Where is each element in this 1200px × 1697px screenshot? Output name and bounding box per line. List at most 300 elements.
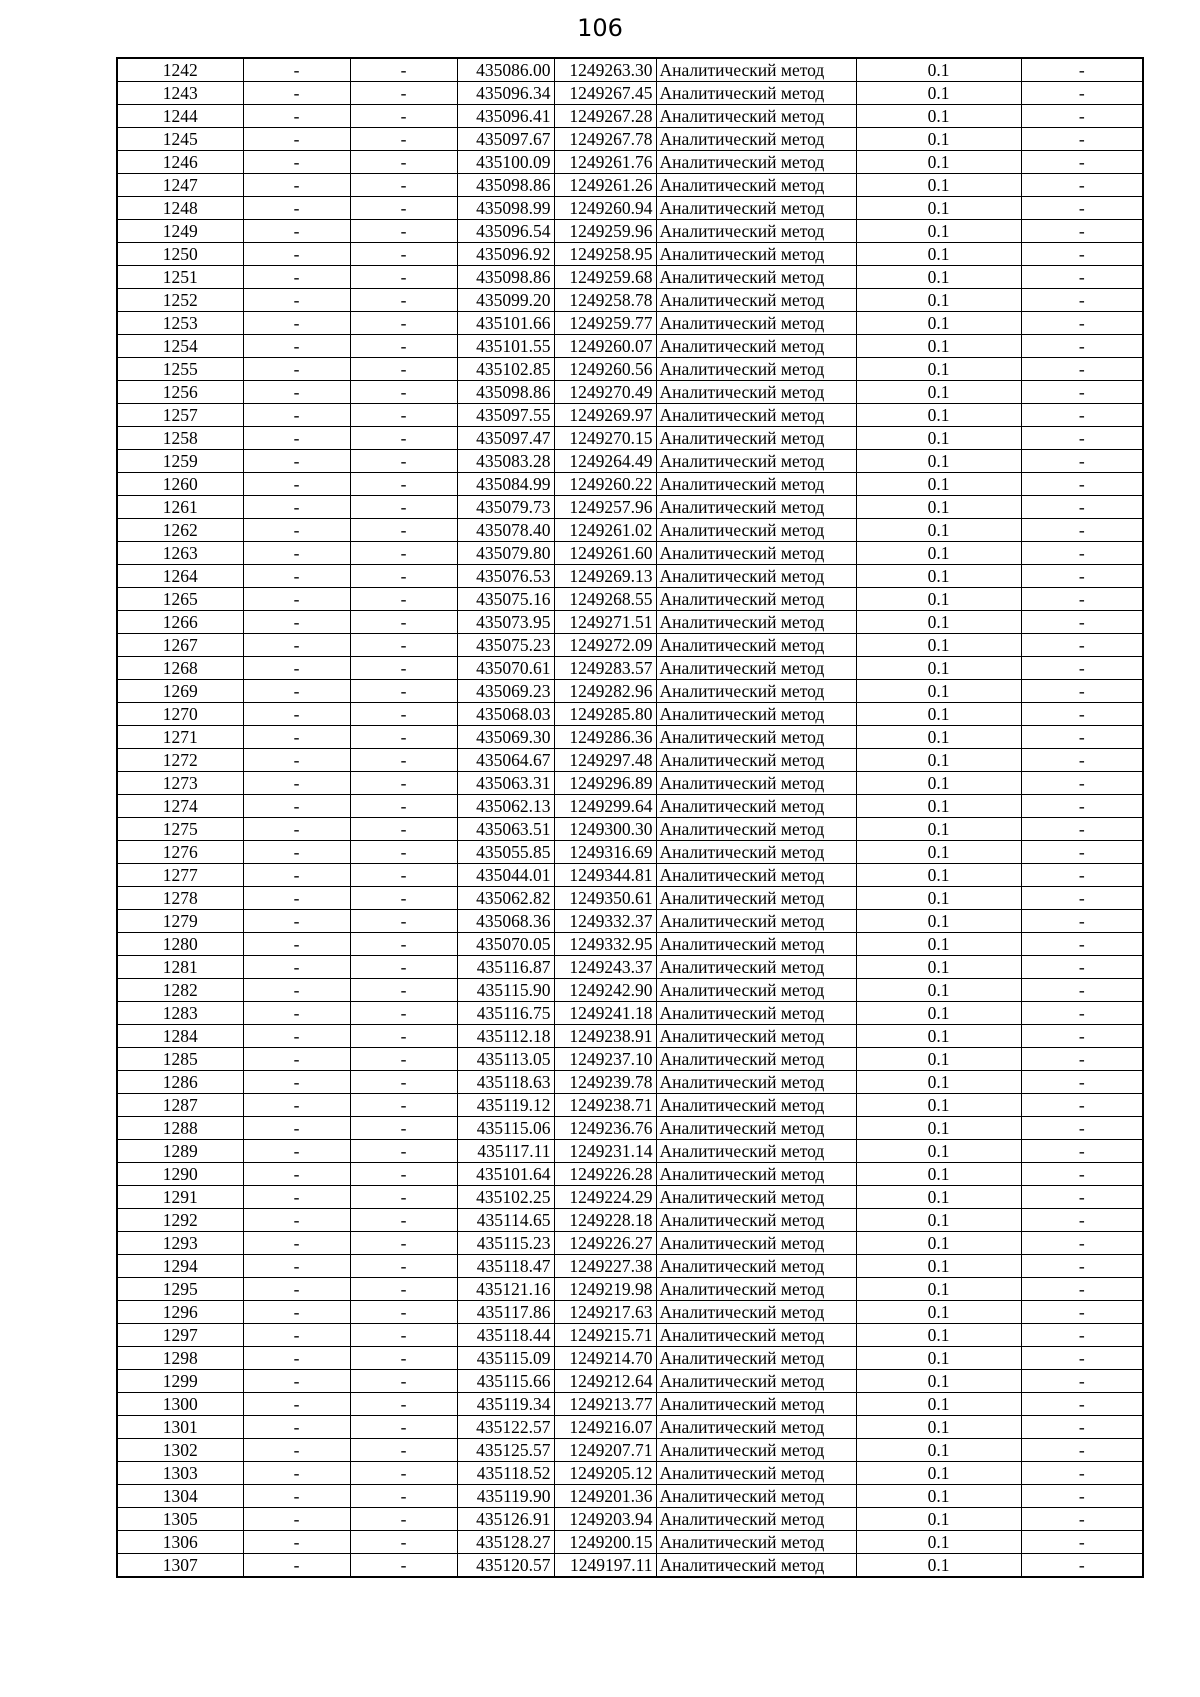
table-row <box>117 1255 1143 1278</box>
dash-cell: - <box>243 312 350 335</box>
x-coordinate-cell: 435064.67 <box>457 749 554 772</box>
point-number-cell: 1285 <box>117 1048 243 1071</box>
method-cell: Аналитический метод <box>656 611 856 634</box>
method-cell: Аналитический метод <box>656 1232 856 1255</box>
x-coordinate-cell: 435063.31 <box>457 772 554 795</box>
x-coordinate-cell: 435083.28 <box>457 450 554 473</box>
method-cell: Аналитический метод <box>656 542 856 565</box>
dash-cell: - <box>1021 749 1143 772</box>
y-coordinate-cell: 1249260.56 <box>554 358 656 381</box>
table-row <box>117 657 1143 680</box>
dash-cell: - <box>243 1416 350 1439</box>
dash-cell: - <box>350 427 457 450</box>
method-cell: Аналитический метод <box>656 496 856 519</box>
x-coordinate-cell: 435102.85 <box>457 358 554 381</box>
table-row <box>117 542 1143 565</box>
dash-cell: - <box>1021 1347 1143 1370</box>
dash-cell: - <box>243 105 350 128</box>
point-number-cell: 1281 <box>117 956 243 979</box>
dash-cell: - <box>350 381 457 404</box>
method-cell: Аналитический метод <box>656 358 856 381</box>
point-number-cell: 1257 <box>117 404 243 427</box>
x-coordinate-cell: 435113.05 <box>457 1048 554 1071</box>
method-cell: Аналитический метод <box>656 749 856 772</box>
point-number-cell: 1258 <box>117 427 243 450</box>
accuracy-cell: 0.1 <box>856 864 1021 887</box>
dash-cell: - <box>1021 795 1143 818</box>
x-coordinate-cell: 435119.12 <box>457 1094 554 1117</box>
method-cell: Аналитический метод <box>656 1347 856 1370</box>
dash-cell: - <box>350 1393 457 1416</box>
method-cell: Аналитический метод <box>656 1186 856 1209</box>
y-coordinate-cell: 1249269.97 <box>554 404 656 427</box>
accuracy-cell: 0.1 <box>856 1554 1021 1578</box>
dash-cell: - <box>350 1485 457 1508</box>
y-coordinate-cell: 1249344.81 <box>554 864 656 887</box>
point-number-cell: 1297 <box>117 1324 243 1347</box>
x-coordinate-cell: 435119.90 <box>457 1485 554 1508</box>
dash-cell: - <box>1021 680 1143 703</box>
dash-cell: - <box>1021 381 1143 404</box>
y-coordinate-cell: 1249224.29 <box>554 1186 656 1209</box>
dash-cell: - <box>350 749 457 772</box>
y-coordinate-cell: 1249270.15 <box>554 427 656 450</box>
dash-cell: - <box>243 795 350 818</box>
table-row <box>117 1117 1143 1140</box>
table-row <box>117 496 1143 519</box>
point-number-cell: 1260 <box>117 473 243 496</box>
x-coordinate-cell: 435098.86 <box>457 381 554 404</box>
dash-cell: - <box>243 864 350 887</box>
table-row <box>117 128 1143 151</box>
y-coordinate-cell: 1249272.09 <box>554 634 656 657</box>
dash-cell: - <box>1021 1186 1143 1209</box>
dash-cell: - <box>1021 1025 1143 1048</box>
x-coordinate-cell: 435102.25 <box>457 1186 554 1209</box>
y-coordinate-cell: 1249267.28 <box>554 105 656 128</box>
dash-cell: - <box>350 657 457 680</box>
accuracy-cell: 0.1 <box>856 634 1021 657</box>
y-coordinate-cell: 1249332.95 <box>554 933 656 956</box>
table-row <box>117 197 1143 220</box>
method-cell: Аналитический метод <box>656 1324 856 1347</box>
dash-cell: - <box>350 1301 457 1324</box>
dash-cell: - <box>350 266 457 289</box>
method-cell: Аналитический метод <box>656 703 856 726</box>
method-cell: Аналитический метод <box>656 1416 856 1439</box>
point-number-cell: 1248 <box>117 197 243 220</box>
dash-cell: - <box>1021 1094 1143 1117</box>
accuracy-cell: 0.1 <box>856 197 1021 220</box>
point-number-cell: 1242 <box>117 58 243 82</box>
y-coordinate-cell: 1249242.90 <box>554 979 656 1002</box>
y-coordinate-cell: 1249203.94 <box>554 1508 656 1531</box>
dash-cell: - <box>243 634 350 657</box>
accuracy-cell: 0.1 <box>856 105 1021 128</box>
method-cell: Аналитический метод <box>656 1301 856 1324</box>
dash-cell: - <box>1021 1232 1143 1255</box>
method-cell: Аналитический метод <box>656 657 856 680</box>
method-cell: Аналитический метод <box>656 381 856 404</box>
method-cell: Аналитический метод <box>656 335 856 358</box>
y-coordinate-cell: 1249214.70 <box>554 1347 656 1370</box>
y-coordinate-cell: 1249283.57 <box>554 657 656 680</box>
point-number-cell: 1291 <box>117 1186 243 1209</box>
accuracy-cell: 0.1 <box>856 1324 1021 1347</box>
dash-cell: - <box>243 1370 350 1393</box>
dash-cell: - <box>243 1048 350 1071</box>
table-row <box>117 1209 1143 1232</box>
dash-cell: - <box>350 726 457 749</box>
dash-cell: - <box>243 58 350 82</box>
accuracy-cell: 0.1 <box>856 1462 1021 1485</box>
table-row <box>117 1025 1143 1048</box>
x-coordinate-cell: 435079.80 <box>457 542 554 565</box>
dash-cell: - <box>1021 818 1143 841</box>
dash-cell: - <box>1021 82 1143 105</box>
dash-cell: - <box>350 128 457 151</box>
dash-cell: - <box>243 1094 350 1117</box>
table-row <box>117 680 1143 703</box>
table-row <box>117 611 1143 634</box>
table-row <box>117 910 1143 933</box>
x-coordinate-cell: 435120.57 <box>457 1554 554 1578</box>
table-row <box>117 1370 1143 1393</box>
x-coordinate-cell: 435101.66 <box>457 312 554 335</box>
point-number-cell: 1244 <box>117 105 243 128</box>
table-row <box>117 335 1143 358</box>
x-coordinate-cell: 435086.00 <box>457 58 554 82</box>
dash-cell: - <box>350 1508 457 1531</box>
dash-cell: - <box>350 1048 457 1071</box>
dash-cell: - <box>243 1531 350 1554</box>
method-cell: Аналитический метод <box>656 1531 856 1554</box>
accuracy-cell: 0.1 <box>856 956 1021 979</box>
point-number-cell: 1303 <box>117 1462 243 1485</box>
dash-cell: - <box>1021 1002 1143 1025</box>
dash-cell: - <box>243 1462 350 1485</box>
accuracy-cell: 0.1 <box>856 979 1021 1002</box>
dash-cell: - <box>243 1347 350 1370</box>
dash-cell: - <box>350 519 457 542</box>
x-coordinate-cell: 435062.82 <box>457 887 554 910</box>
accuracy-cell: 0.1 <box>856 519 1021 542</box>
point-number-cell: 1278 <box>117 887 243 910</box>
y-coordinate-cell: 1249228.18 <box>554 1209 656 1232</box>
accuracy-cell: 0.1 <box>856 749 1021 772</box>
method-cell: Аналитический метод <box>656 841 856 864</box>
table-row <box>117 1462 1143 1485</box>
method-cell: Аналитический метод <box>656 634 856 657</box>
table-row <box>117 864 1143 887</box>
accuracy-cell: 0.1 <box>856 703 1021 726</box>
dash-cell: - <box>1021 1324 1143 1347</box>
dash-cell: - <box>350 312 457 335</box>
point-number-cell: 1263 <box>117 542 243 565</box>
dash-cell: - <box>1021 1554 1143 1578</box>
dash-cell: - <box>243 749 350 772</box>
y-coordinate-cell: 1249268.55 <box>554 588 656 611</box>
x-coordinate-cell: 435070.05 <box>457 933 554 956</box>
y-coordinate-cell: 1249316.69 <box>554 841 656 864</box>
x-coordinate-cell: 435075.16 <box>457 588 554 611</box>
table-row <box>117 933 1143 956</box>
dash-cell: - <box>243 910 350 933</box>
table-row <box>117 105 1143 128</box>
y-coordinate-cell: 1249300.30 <box>554 818 656 841</box>
y-coordinate-cell: 1249226.27 <box>554 1232 656 1255</box>
x-coordinate-cell: 435100.09 <box>457 151 554 174</box>
table-row <box>117 220 1143 243</box>
dash-cell: - <box>350 1324 457 1347</box>
x-coordinate-cell: 435115.23 <box>457 1232 554 1255</box>
point-number-cell: 1246 <box>117 151 243 174</box>
dash-cell: - <box>350 1416 457 1439</box>
method-cell: Аналитический метод <box>656 979 856 1002</box>
x-coordinate-cell: 435084.99 <box>457 473 554 496</box>
method-cell: Аналитический метод <box>656 1462 856 1485</box>
accuracy-cell: 0.1 <box>856 1094 1021 1117</box>
dash-cell: - <box>243 1508 350 1531</box>
x-coordinate-cell: 435119.34 <box>457 1393 554 1416</box>
dash-cell: - <box>243 427 350 450</box>
accuracy-cell: 0.1 <box>856 496 1021 519</box>
x-coordinate-cell: 435097.47 <box>457 427 554 450</box>
table-row <box>117 818 1143 841</box>
x-coordinate-cell: 435101.55 <box>457 335 554 358</box>
x-coordinate-cell: 435115.66 <box>457 1370 554 1393</box>
y-coordinate-cell: 1249197.11 <box>554 1554 656 1578</box>
dash-cell: - <box>350 1209 457 1232</box>
accuracy-cell: 0.1 <box>856 427 1021 450</box>
point-number-cell: 1261 <box>117 496 243 519</box>
dash-cell: - <box>1021 404 1143 427</box>
table-row <box>117 473 1143 496</box>
dash-cell: - <box>243 1393 350 1416</box>
x-coordinate-cell: 435118.44 <box>457 1324 554 1347</box>
accuracy-cell: 0.1 <box>856 1140 1021 1163</box>
dash-cell: - <box>350 703 457 726</box>
method-cell: Аналитический метод <box>656 565 856 588</box>
accuracy-cell: 0.1 <box>856 1209 1021 1232</box>
dash-cell: - <box>350 358 457 381</box>
method-cell: Аналитический метод <box>656 1117 856 1140</box>
y-coordinate-cell: 1249267.78 <box>554 128 656 151</box>
dash-cell: - <box>243 1554 350 1578</box>
y-coordinate-cell: 1249259.77 <box>554 312 656 335</box>
y-coordinate-cell: 1249259.96 <box>554 220 656 243</box>
dash-cell: - <box>1021 1278 1143 1301</box>
y-coordinate-cell: 1249263.30 <box>554 58 656 82</box>
y-coordinate-cell: 1249201.36 <box>554 1485 656 1508</box>
y-coordinate-cell: 1249238.71 <box>554 1094 656 1117</box>
y-coordinate-cell: 1249257.96 <box>554 496 656 519</box>
dash-cell: - <box>1021 1071 1143 1094</box>
y-coordinate-cell: 1249237.10 <box>554 1048 656 1071</box>
point-number-cell: 1253 <box>117 312 243 335</box>
point-number-cell: 1287 <box>117 1094 243 1117</box>
dash-cell: - <box>243 128 350 151</box>
dash-cell: - <box>1021 519 1143 542</box>
dash-cell: - <box>350 289 457 312</box>
dash-cell: - <box>243 1071 350 1094</box>
accuracy-cell: 0.1 <box>856 335 1021 358</box>
dash-cell: - <box>350 588 457 611</box>
dash-cell: - <box>1021 105 1143 128</box>
dash-cell: - <box>243 1324 350 1347</box>
point-number-cell: 1295 <box>117 1278 243 1301</box>
point-number-cell: 1292 <box>117 1209 243 1232</box>
point-number-cell: 1256 <box>117 381 243 404</box>
table-row <box>117 588 1143 611</box>
dash-cell: - <box>350 1094 457 1117</box>
dash-cell: - <box>350 1462 457 1485</box>
point-number-cell: 1301 <box>117 1416 243 1439</box>
table-row <box>117 82 1143 105</box>
accuracy-cell: 0.1 <box>856 358 1021 381</box>
dash-cell: - <box>1021 910 1143 933</box>
x-coordinate-cell: 435078.40 <box>457 519 554 542</box>
x-coordinate-cell: 435055.85 <box>457 841 554 864</box>
table-row <box>117 1301 1143 1324</box>
table-row <box>117 703 1143 726</box>
dash-cell: - <box>350 1439 457 1462</box>
table-row <box>117 1163 1143 1186</box>
point-number-cell: 1265 <box>117 588 243 611</box>
table-row <box>117 1347 1143 1370</box>
point-number-cell: 1273 <box>117 772 243 795</box>
dash-cell: - <box>243 197 350 220</box>
dash-cell: - <box>1021 1462 1143 1485</box>
y-coordinate-cell: 1249260.07 <box>554 335 656 358</box>
dash-cell: - <box>243 1232 350 1255</box>
y-coordinate-cell: 1249243.37 <box>554 956 656 979</box>
dash-cell: - <box>243 956 350 979</box>
method-cell: Аналитический метод <box>656 174 856 197</box>
accuracy-cell: 0.1 <box>856 1278 1021 1301</box>
accuracy-cell: 0.1 <box>856 1416 1021 1439</box>
dash-cell: - <box>350 105 457 128</box>
x-coordinate-cell: 435118.52 <box>457 1462 554 1485</box>
point-number-cell: 1243 <box>117 82 243 105</box>
dash-cell: - <box>243 1439 350 1462</box>
accuracy-cell: 0.1 <box>856 128 1021 151</box>
dash-cell: - <box>1021 1439 1143 1462</box>
dash-cell: - <box>243 151 350 174</box>
point-number-cell: 1252 <box>117 289 243 312</box>
table-row <box>117 1232 1143 1255</box>
dash-cell: - <box>243 243 350 266</box>
x-coordinate-cell: 435115.90 <box>457 979 554 1002</box>
dash-cell: - <box>243 1163 350 1186</box>
point-number-cell: 1276 <box>117 841 243 864</box>
dash-cell: - <box>350 1002 457 1025</box>
dash-cell: - <box>243 450 350 473</box>
dash-cell: - <box>243 933 350 956</box>
dash-cell: - <box>1021 450 1143 473</box>
accuracy-cell: 0.1 <box>856 1048 1021 1071</box>
y-coordinate-cell: 1249205.12 <box>554 1462 656 1485</box>
point-number-cell: 1290 <box>117 1163 243 1186</box>
accuracy-cell: 0.1 <box>856 1255 1021 1278</box>
dash-cell: - <box>243 473 350 496</box>
dash-cell: - <box>350 335 457 358</box>
point-number-cell: 1274 <box>117 795 243 818</box>
y-coordinate-cell: 1249219.98 <box>554 1278 656 1301</box>
dash-cell: - <box>243 611 350 634</box>
y-coordinate-cell: 1249299.64 <box>554 795 656 818</box>
dash-cell: - <box>350 1186 457 1209</box>
dash-cell: - <box>243 1002 350 1025</box>
dash-cell: - <box>1021 611 1143 634</box>
point-number-cell: 1268 <box>117 657 243 680</box>
x-coordinate-cell: 435044.01 <box>457 864 554 887</box>
point-number-cell: 1280 <box>117 933 243 956</box>
point-number-cell: 1293 <box>117 1232 243 1255</box>
accuracy-cell: 0.1 <box>856 910 1021 933</box>
point-number-cell: 1255 <box>117 358 243 381</box>
coordinates-table <box>116 57 1144 1578</box>
y-coordinate-cell: 1249258.78 <box>554 289 656 312</box>
dash-cell: - <box>350 818 457 841</box>
point-number-cell: 1305 <box>117 1508 243 1531</box>
y-coordinate-cell: 1249285.80 <box>554 703 656 726</box>
x-coordinate-cell: 435073.95 <box>457 611 554 634</box>
method-cell: Аналитический метод <box>656 1048 856 1071</box>
x-coordinate-cell: 435063.51 <box>457 818 554 841</box>
y-coordinate-cell: 1249267.45 <box>554 82 656 105</box>
dash-cell: - <box>1021 1508 1143 1531</box>
table-row <box>117 841 1143 864</box>
dash-cell: - <box>350 772 457 795</box>
table-row <box>117 1140 1143 1163</box>
dash-cell: - <box>243 657 350 680</box>
method-cell: Аналитический метод <box>656 864 856 887</box>
accuracy-cell: 0.1 <box>856 1232 1021 1255</box>
table-row <box>117 1531 1143 1554</box>
accuracy-cell: 0.1 <box>856 680 1021 703</box>
dash-cell: - <box>243 887 350 910</box>
dash-cell: - <box>243 1209 350 1232</box>
dash-cell: - <box>350 1554 457 1578</box>
accuracy-cell: 0.1 <box>856 542 1021 565</box>
dash-cell: - <box>243 726 350 749</box>
point-number-cell: 1259 <box>117 450 243 473</box>
point-number-cell: 1271 <box>117 726 243 749</box>
dash-cell: - <box>1021 266 1143 289</box>
method-cell: Аналитический метод <box>656 427 856 450</box>
dash-cell: - <box>350 841 457 864</box>
accuracy-cell: 0.1 <box>856 473 1021 496</box>
point-number-cell: 1302 <box>117 1439 243 1462</box>
x-coordinate-cell: 435069.30 <box>457 726 554 749</box>
dash-cell: - <box>1021 1117 1143 1140</box>
method-cell: Аналитический метод <box>656 795 856 818</box>
dash-cell: - <box>350 1255 457 1278</box>
x-coordinate-cell: 435096.92 <box>457 243 554 266</box>
table-row <box>117 749 1143 772</box>
method-cell: Аналитический метод <box>656 680 856 703</box>
dash-cell: - <box>1021 427 1143 450</box>
dash-cell: - <box>350 243 457 266</box>
accuracy-cell: 0.1 <box>856 1117 1021 1140</box>
dash-cell: - <box>350 611 457 634</box>
accuracy-cell: 0.1 <box>856 933 1021 956</box>
y-coordinate-cell: 1249238.91 <box>554 1025 656 1048</box>
y-coordinate-cell: 1249297.48 <box>554 749 656 772</box>
dash-cell: - <box>350 1370 457 1393</box>
method-cell: Аналитический метод <box>656 1278 856 1301</box>
